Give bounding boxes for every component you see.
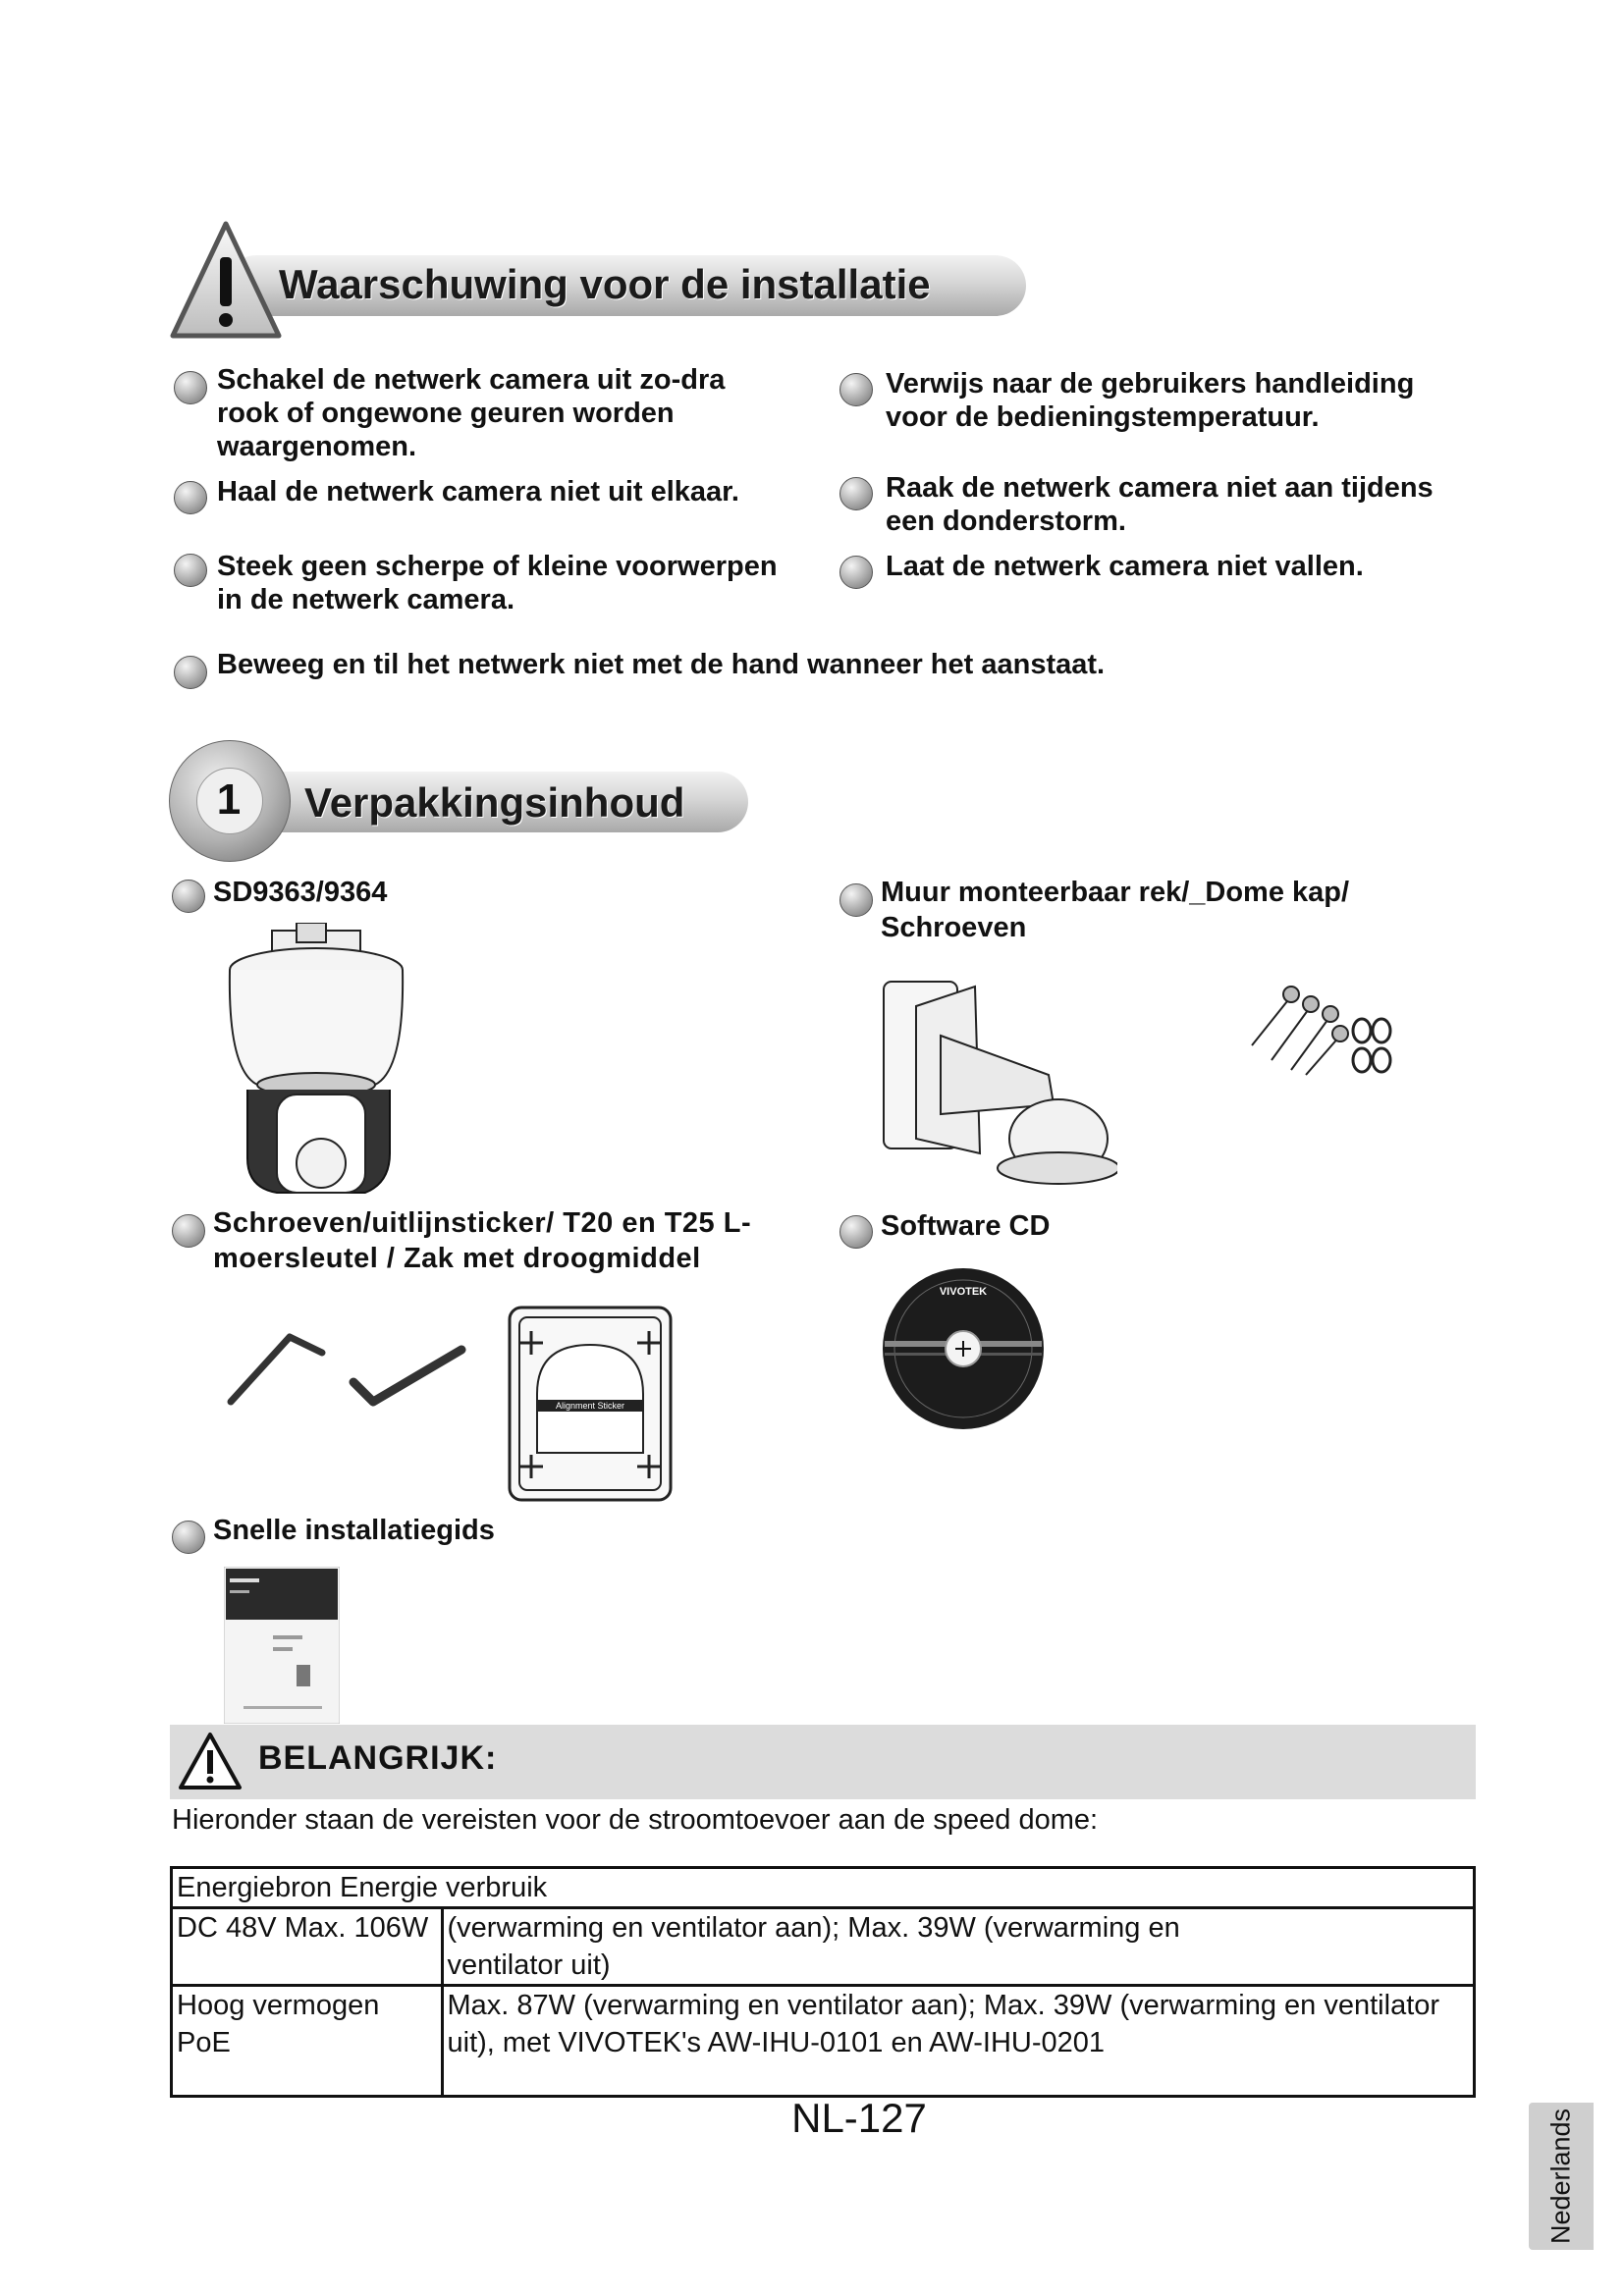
table-cell: DC 48V Max. 106W: [172, 1908, 443, 1986]
table-row: [172, 1986, 1475, 2097]
section-number: 1: [216, 775, 242, 824]
bullet-icon: [174, 371, 207, 404]
warning-item: Haal de netwerk camera niet uit elkaar.: [217, 476, 739, 507]
power-requirements-table: [170, 1866, 1476, 2098]
warning-item: Schakel de netwerk camera uit zo-dra rook of ongewone geuren worden waargenomen.: [217, 364, 726, 462]
package-title: Verpakkingsinhoud: [304, 779, 685, 826]
cd-brand-text: VIVOTEK: [939, 1286, 988, 1298]
bullet-icon: [174, 554, 207, 587]
table-cell: Hoog vermogen PoE: [172, 1986, 443, 2097]
table-row: [172, 1908, 1475, 1986]
bullet-icon: [172, 1214, 205, 1248]
language-tab-label: Nederlands: [1545, 2108, 1576, 2245]
warning-item: Beweeg en til het netwerk niet met de hand wanneer het aanstaat.: [217, 649, 1106, 680]
bullet-icon: [839, 373, 873, 406]
table-cell: Max. 87W (verwarming en ventilator aan); Max. 39W (verwarming en ventilator uit), met VIVOTEK's AW-IHU-0101 en AW-IHU-0201: [442, 1986, 1474, 2097]
bullet-icon: [839, 1215, 873, 1249]
package-item-accessories: Schroeven/uitlijnsticker/ T20 en T25 L-moersleutel / Zak met droogmiddel: [213, 1207, 752, 1274]
package-item-camera: SD9363/9364: [213, 877, 388, 908]
package-item-quick-guide: Snelle installatiegids: [213, 1515, 495, 1546]
warning-title: Waarschuwing voor de installatie: [279, 261, 931, 307]
page-number: NL-127: [791, 2095, 927, 2141]
warning-item: Laat de netwerk camera niet vallen.: [886, 551, 1364, 582]
quick-guide-illustration: [224, 1567, 340, 1724]
bullet-icon: [174, 656, 207, 689]
warning-item: Raak de netwerk camera niet aan tijdens een donderstorm.: [886, 472, 1434, 537]
bullet-icon: [172, 1521, 205, 1554]
table-cell: (verwarming en ventilator aan); Max. 39W (verwarming en ventilator uit): [442, 1908, 1474, 1986]
warning-item: Steek geen scherpe of kleine voorwerpen in de netwerk camera.: [217, 551, 778, 615]
important-title: BELANGRIJK:: [258, 1739, 498, 1777]
important-intro: Hieronder staan de vereisten voor de stroomtoevoer aan de speed dome:: [172, 1804, 1099, 1836]
l-wrenches-illustration: [226, 1325, 471, 1414]
screws-illustration: [1232, 977, 1399, 1085]
bullet-icon: [839, 883, 873, 917]
table-header-row: [172, 1868, 1475, 1908]
bullet-icon: [172, 880, 205, 913]
table-header-cell: verbruik: [442, 1868, 1474, 1908]
package-item-wall-mount: Muur monteerbaar rek/_Dome kap/ Schroeven: [881, 877, 1350, 943]
sticker-label: Alignment Sticker: [555, 1401, 625, 1411]
table-header-cell: Energiebron Energie: [172, 1868, 443, 1908]
warning-triangle-icon: [167, 218, 285, 346]
language-tab: [1529, 2103, 1594, 2250]
wall-mount-illustration: [882, 967, 1117, 1202]
bullet-icon: [839, 477, 873, 510]
bullet-icon: [174, 481, 207, 514]
package-item-software-cd: Software CD: [881, 1210, 1051, 1242]
speed-dome-camera-illustration: [218, 923, 414, 1202]
warning-item: Verwijs naar de gebruikers handleiding voor de bedieningstemperatuur.: [886, 368, 1415, 433]
bullet-icon: [839, 556, 873, 589]
warning-triangle-icon: [177, 1731, 244, 1791]
